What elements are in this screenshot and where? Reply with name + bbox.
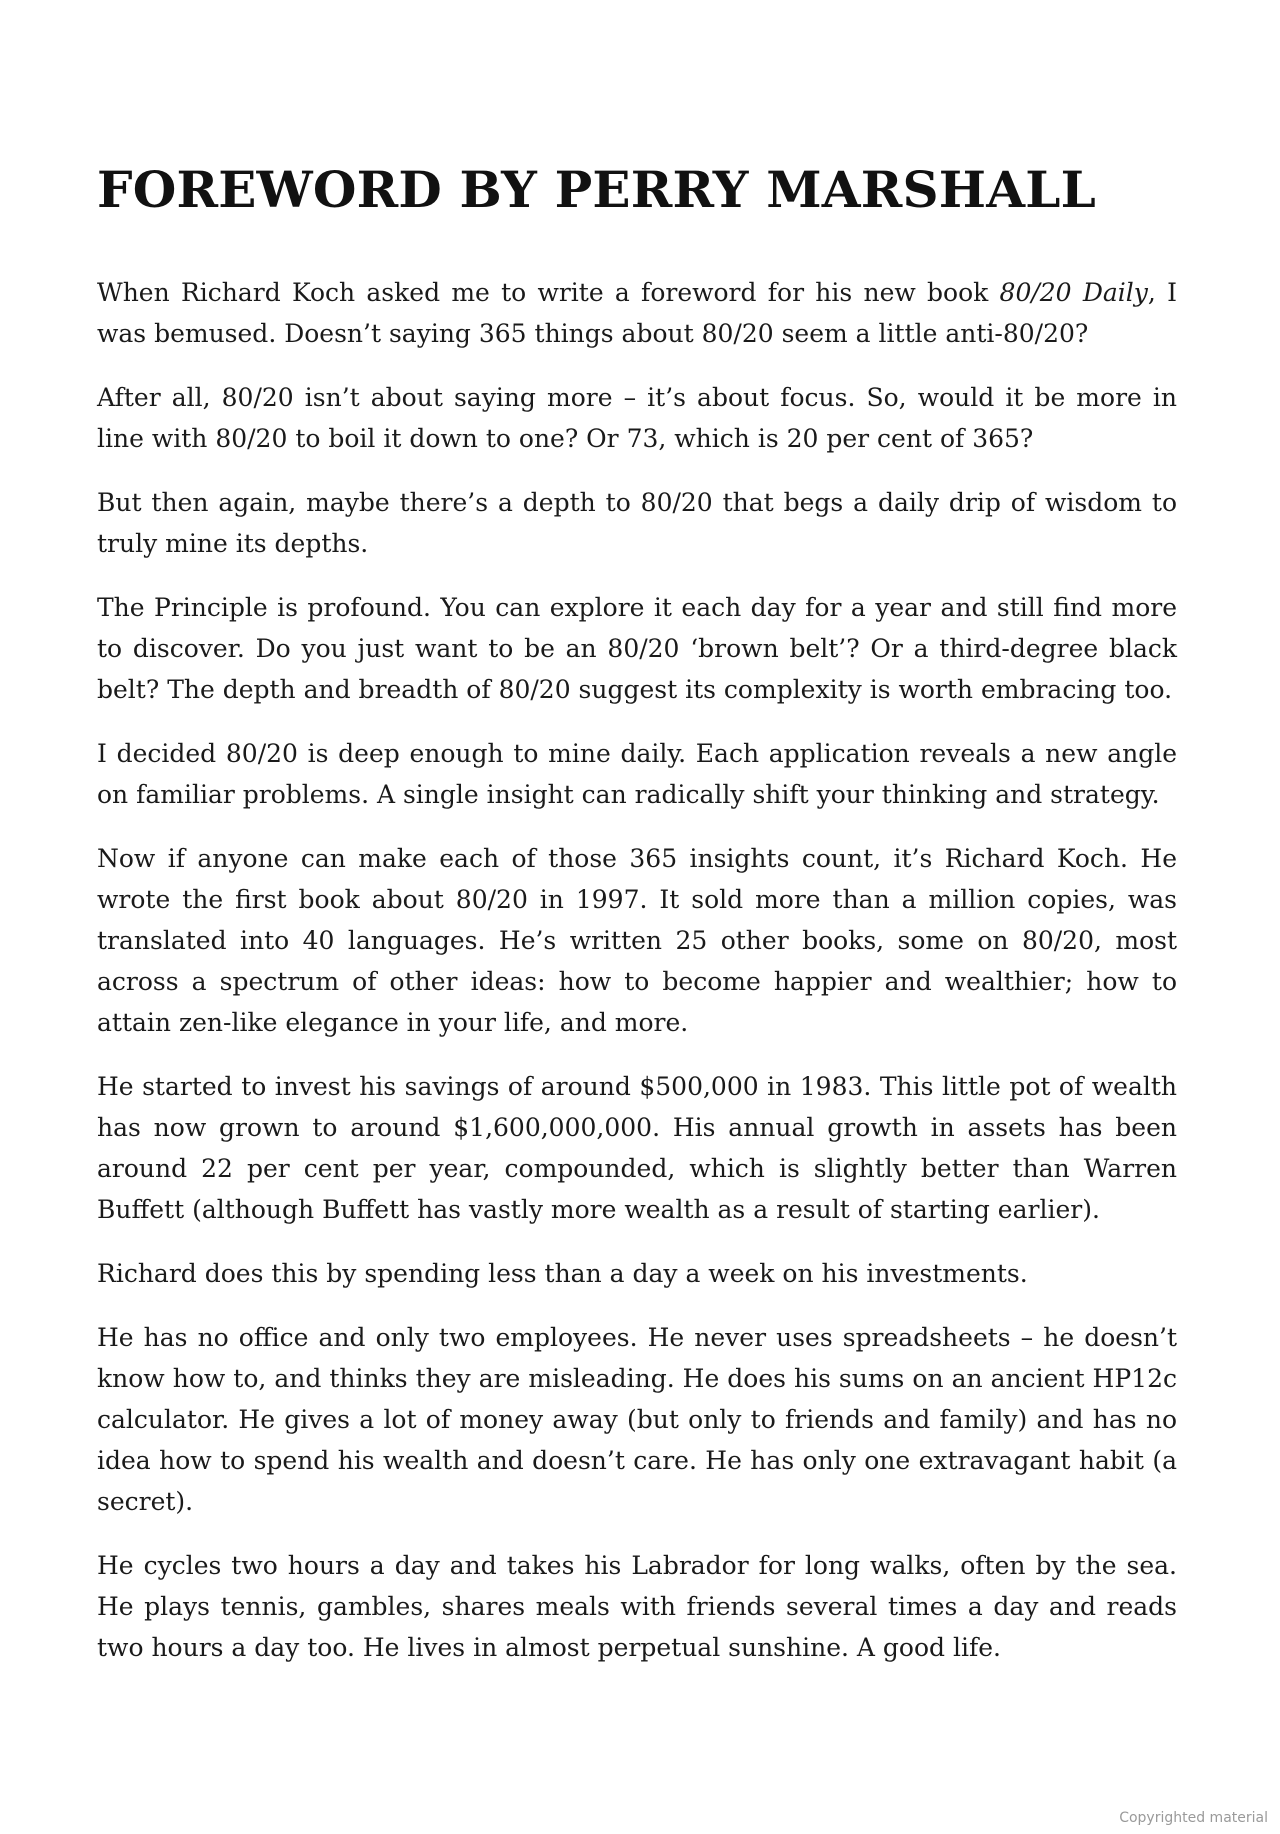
paragraph-intro — [97, 272, 1177, 354]
paragraph: He cycles two hours a day and takes his Labrador for long walks, often by the sea. He plays tennis, gambles, shares meals with friends several times a day and reads two hours a day too. He lives in almost perpetual sunshine. A good life. — [97, 1551, 1177, 1662]
paragraph: The Principle is profound. You can explore it each day for a year and still find more to discover. Do you just want to be an 80/20 ‘brown belt’? Or a third-degree black belt? The depth and breadth of 80/20 suggest its complexity is worth embracing too. — [97, 593, 1177, 704]
paragraph: After all, 80/20 isn’t about saying more – it’s about focus. So, would it be more in line with 80/20 to boil it down to one? Or 73, which is 20 per cent of 365? — [97, 383, 1177, 453]
paragraph: But then again, maybe there’s a depth to 80/20 that begs a daily drip of wisdom to truly mine its depths. — [97, 488, 1177, 558]
paragraph: Richard does this by spending less than a day a week on his investments. — [97, 1259, 1028, 1288]
page-title: FOREWORD BY PERRY MARSHALL — [97, 160, 1096, 219]
foreword-page — [97, 160, 1177, 1691]
book-title: 80/20 Daily — [999, 278, 1148, 307]
copyright-watermark: Copyrighted material — [1119, 1810, 1268, 1826]
paragraph: Now if anyone can make each of those 365 insights count, it’s Richard Koch. He wrote the first book about 80/20 in 1997. It sold more than a million copies, was translated into 40 languages. He’s written 25 other books, some on 80/20, most across a spectrum of other ideas: how to become happier and wealthier; how to attain zen-like elegance in your life, and more. — [97, 844, 1177, 1037]
paragraph: He has no office and only two employees. He never uses spreadsheets – he doesn’t know how to, and thinks they are misleading. He does his sums on an ancient HP12c calculator. He gives a lot of money away (but only to friends and family) and has no idea how to spend his wealth and doesn’t care. He has only one extravagant habit (a secret). — [97, 1323, 1177, 1516]
paragraph: He started to invest his savings of around $500,000 in 1983. This little pot of wealth has now grown to around $1,600,000,000. His annual growth in assets has been around 22 per cent per year, compounded, which is slightly better than Warren Buffett (although Buffett has vastly more wealth as a result of starting earlier). — [97, 1072, 1177, 1224]
intro-text-after: , I was bemused. Doesn’t saying 365 things about 80/20 seem a little anti-80/20? — [97, 278, 1178, 348]
paragraph: I decided 80/20 is deep enough to mine daily. Each application reveals a new angle on familiar problems. A single insight can radically shift your thinking and strategy. — [97, 739, 1177, 809]
intro-text-before: When Richard Koch asked me to write a foreword for his new book — [97, 278, 1000, 307]
